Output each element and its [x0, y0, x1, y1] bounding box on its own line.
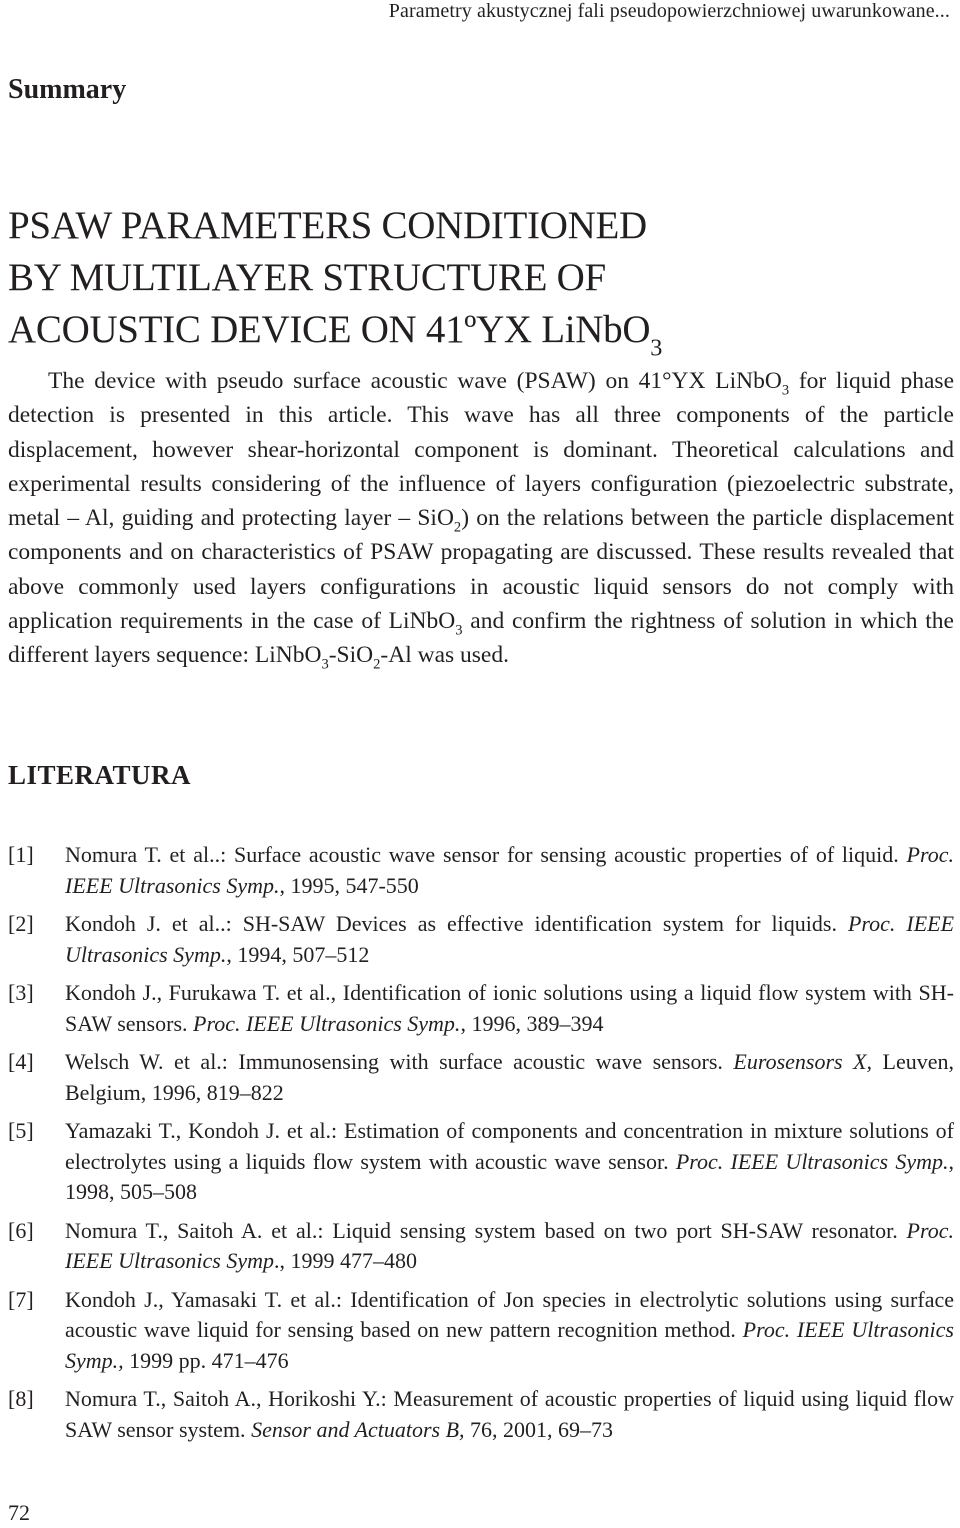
running-head: Parametry akustycznej fali pseudopowierzchniowej uwarunkowane... [388, 0, 950, 22]
abstract-text-4: and confirm the rightness of solution in which the different layers sequence: LiNbO [8, 608, 954, 669]
title-line-3-text: ACOUSTIC DEVICE ON 41ºYX LiNbO [8, 308, 651, 352]
reference-tail: , 1995, 547-550 [279, 872, 419, 898]
reference-text: Yamazaki T., Kondoh J. et al.: Estimation of components and concentration in mixture solutions of electrolytes using a liquids flow system with acoustic wave sensor. [65, 1118, 954, 1174]
reference-text: Kondoh J. et al..: SH-SAW Devices as effective identification system for liquids. [65, 911, 848, 936]
reference-list [8, 840, 954, 1453]
abstract-text-6: -Al was used. [380, 642, 509, 669]
title-line-1: PSAW PARAMETERS CONDITIONED [8, 204, 647, 248]
reference-item [8, 840, 954, 901]
abstract-text-2: for liquid phase detection is presented in this article. This wave has all three components of the particle displacement, however shear-horizontal component is dominant. Theoretical calculations and experimental results considering of the influence of layers configuration (piezoelectric substrate, metal – Al, guiding and protecting layer – SiO [8, 368, 954, 532]
reference-journal: Proc. IEEE Ultrasonics Symp. [675, 1148, 949, 1174]
reference-number: [4] [8, 1049, 34, 1074]
reference-number: [8] [8, 1386, 34, 1411]
reference-journal: Proc. IEEE Ultrasonics Symp. [193, 1010, 461, 1036]
reference-text: Welsch W. et al.: Immunosensing with surface acoustic wave sensors. [65, 1049, 734, 1074]
reference-tail: ., 1999 477–480 [273, 1248, 417, 1273]
page-number: 72 [8, 1500, 30, 1525]
reference-tail: Leuven, Belgium, 1996, 819–822 [65, 1049, 955, 1105]
reference-tail: , 1994, 507–512 [226, 941, 370, 967]
reference-journal: Proc. IEEE Ultrasonics Symp., [65, 1317, 954, 1373]
reference-number: [3] [8, 980, 34, 1005]
reference-journal: Proc. IEEE Ultrasonics Symp [65, 1217, 954, 1273]
paper-title [8, 200, 663, 362]
reference-text: Kondoh J., Yamasaki T. et al.: Identification of Jon species in electrolytic solutions using surface acoustic wave liquid for sensing based on new pattern recognition method. [65, 1286, 954, 1342]
abstract-paragraph [8, 364, 954, 673]
reference-journal: Proc. IEEE Ultrasonics Symp. [65, 842, 954, 898]
reference-item [8, 978, 954, 1039]
title-line-3 [8, 304, 663, 362]
subscript: 3 [455, 622, 463, 639]
reference-number: [6] [8, 1217, 34, 1243]
reference-journal: Sensor and Actuators B, [251, 1416, 465, 1442]
reference-journal: Proc. IEEE Ultrasonics Symp. [65, 911, 955, 967]
section-label: Summary [8, 74, 127, 105]
reference-item [8, 1216, 954, 1277]
title-subscript: 3 [650, 334, 663, 362]
reference-tail: , 1996, 389–394 [460, 1010, 604, 1036]
subscript: 2 [373, 656, 381, 673]
reference-item [8, 1384, 954, 1445]
reference-text: Nomura T., Saitoh A., Horikoshi Y.: Measurement of acoustic properties of liquid using liquid flow SAW sensor system. [65, 1386, 954, 1442]
reference-text: Nomura T. et al..: Surface acoustic wave sensor for sensing acoustic properties of of liquid. [65, 842, 907, 867]
reference-tail: 1999 pp. 471–476 [123, 1347, 289, 1373]
reference-number: [2] [8, 911, 34, 936]
reference-number: [7] [8, 1286, 34, 1312]
reference-number: [5] [8, 1118, 34, 1143]
references-heading: LITERATURA [8, 760, 192, 790]
abstract-text-3: ) on the relations between the particle displacement components and on characteristics of PSAW propagating are discussed. These results revealed that above commonly used layers configurations in acoustic liquid sensors do not comply with application requirements in the case of LiNbO [8, 505, 954, 635]
abstract-text-5: -SiO [328, 642, 374, 669]
subscript: 3 [321, 656, 329, 673]
subscript: 3 [781, 382, 790, 399]
reference-item [8, 1116, 954, 1208]
reference-text: Nomura T., Saitoh A. et al.: Liquid sensing system based on two port SH-SAW resonator. [65, 1217, 907, 1243]
reference-journal: Eurosensors X, [733, 1049, 873, 1074]
reference-tail: , 1998, 505–508 [65, 1148, 955, 1204]
reference-item [8, 1047, 954, 1108]
subscript: 2 [453, 519, 462, 536]
reference-item [8, 1285, 954, 1377]
title-line-2: BY MULTILAYER STRUCTURE OF [8, 256, 606, 300]
reference-text: Kondoh J., Furukawa T. et al., Identification of ionic solutions using a liquid flow system with SH-SAW sensors. [65, 980, 954, 1036]
reference-item [8, 909, 954, 970]
reference-number: [1] [8, 842, 34, 867]
abstract-text-1: The device with pseudo surface acoustic wave (PSAW) on 41°YX LiNbO [48, 368, 782, 394]
reference-tail: 76, 2001, 69–73 [464, 1416, 614, 1442]
